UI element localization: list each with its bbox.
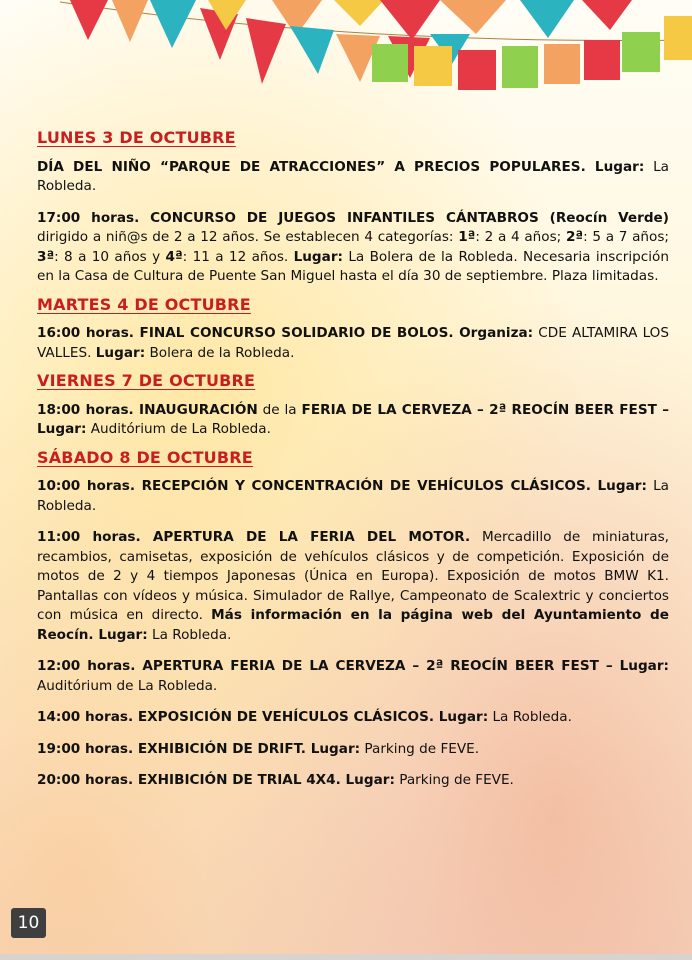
page-number-badge: 10 xyxy=(11,908,46,938)
event-text-bold: 3ª xyxy=(37,248,55,265)
event-text-bold: 10:00 horas. RECEPCIÓN Y CONCENTRACIÓN DE VEHÍCULOS CLÁSICOS. Lugar: xyxy=(37,478,647,494)
event-text: Auditórium de La Robleda. xyxy=(86,421,271,437)
event-item xyxy=(37,657,669,696)
event-item xyxy=(37,401,669,440)
event-text-bold: 1ª xyxy=(458,229,476,245)
day-heading: VIERNES 7 DE OCTUBRE xyxy=(37,371,256,390)
event-text: CDE ALTAMIRA LOS VALLES. xyxy=(37,325,669,361)
event-text-bold: FERIA DE LA CERVEZA – 2ª REOCÍN BEER FEST – Lugar: xyxy=(37,401,669,437)
bunting-decoration xyxy=(0,0,692,100)
event-text: La Robleda. xyxy=(37,478,669,514)
event-text-bold: 14:00 horas. EXPOSICIÓN DE VEHÍCULOS CLÁSICOS. Lugar: xyxy=(37,709,489,725)
event-text: Parking de FEVE. xyxy=(360,740,480,757)
event-text: dirigido a niñ@s de 2 a 12 años. Se establecen 4 categorías: xyxy=(37,229,459,245)
event-text: : 11 a 12 años. xyxy=(182,248,294,265)
day-heading: MARTES 4 DE OCTUBRE xyxy=(37,294,251,314)
event-text: La Robleda. xyxy=(488,709,572,725)
event-text-bold: 18:00 horas. INAUGURACIÓN xyxy=(37,401,258,418)
event-text: Parking de FEVE. xyxy=(394,772,514,788)
event-text: Auditórium de La Robleda. xyxy=(37,677,218,694)
event-item xyxy=(37,158,669,197)
event-text: La Robleda. xyxy=(37,158,669,194)
event-item xyxy=(37,708,669,728)
event-text-bold: 2ª xyxy=(565,229,584,245)
event-text: La Bolera de la Robleda. Necesaria inscripción en la Casa de Cultura de Puente San Miguel hasta el día 30 de septiembre. Plaza limitadas. xyxy=(37,248,669,284)
day-heading: SÁBADO 8 DE OCTUBRE xyxy=(37,447,253,467)
event-text-bold: 16:00 horas. FINAL CONCURSO SOLIDARIO DE BOLOS. Organiza: xyxy=(37,325,534,341)
event-text: : 2 a 4 años; xyxy=(475,229,566,245)
event-text-bold: 4ª xyxy=(165,248,183,265)
event-text-bold: Lugar: xyxy=(95,344,146,361)
event-text-bold: Más información en la página web del Ayuntamiento de Reocín. Lugar: xyxy=(37,607,669,643)
event-text-bold: 11:00 horas. APERTURA DE LA FERIA DEL MOTOR. xyxy=(37,529,471,545)
program-content xyxy=(37,128,669,799)
event-text: : 5 a 7 años; xyxy=(583,229,669,245)
event-text: Bolera de la Robleda. xyxy=(145,344,295,361)
event-text: de la xyxy=(257,401,302,418)
event-text-bold: Lugar: xyxy=(293,248,343,265)
event-item xyxy=(37,209,669,287)
event-text: Mercadillo de miniaturas, recambios, camisetas, exposición de vehículos clásicos y de competición. Exposición de motos de 2 y 4 tiempos Japonesas (Única en Europa). Exposición de motos BMW K1. Pantallas con vídeos y música. Simulador de Rallye, Campeonato de Scalextric y conciertos con música en directo. xyxy=(37,529,669,623)
event-text: La Robleda. xyxy=(147,626,232,643)
event-item xyxy=(37,740,669,760)
event-text-bold: 17:00 horas. CONCURSO DE JUEGOS INFANTILES CÁNTABROS (Reocín Verde) xyxy=(37,209,669,226)
day-heading: LUNES 3 DE OCTUBRE xyxy=(37,128,236,147)
event-text-bold: 19:00 horas. EXHIBICIÓN DE DRIFT. Lugar: xyxy=(37,740,361,757)
event-item xyxy=(37,771,669,791)
event-item xyxy=(37,324,669,363)
event-text-bold: 12:00 horas. APERTURA FERIA DE LA CERVEZA – 2ª REOCÍN BEER FEST – Lugar: xyxy=(37,658,669,674)
bottom-strip xyxy=(0,954,692,960)
event-item xyxy=(37,528,669,645)
event-text: : 8 a 10 años y xyxy=(54,248,166,265)
event-item xyxy=(37,477,669,516)
event-text-bold: DÍA DEL NIÑO “PARQUE DE ATRACCIONES” A PRECIOS POPULARES. Lugar: xyxy=(37,158,645,175)
event-text-bold: 20:00 horas. EXHIBICIÓN DE TRIAL 4X4. Lugar: xyxy=(37,772,395,788)
